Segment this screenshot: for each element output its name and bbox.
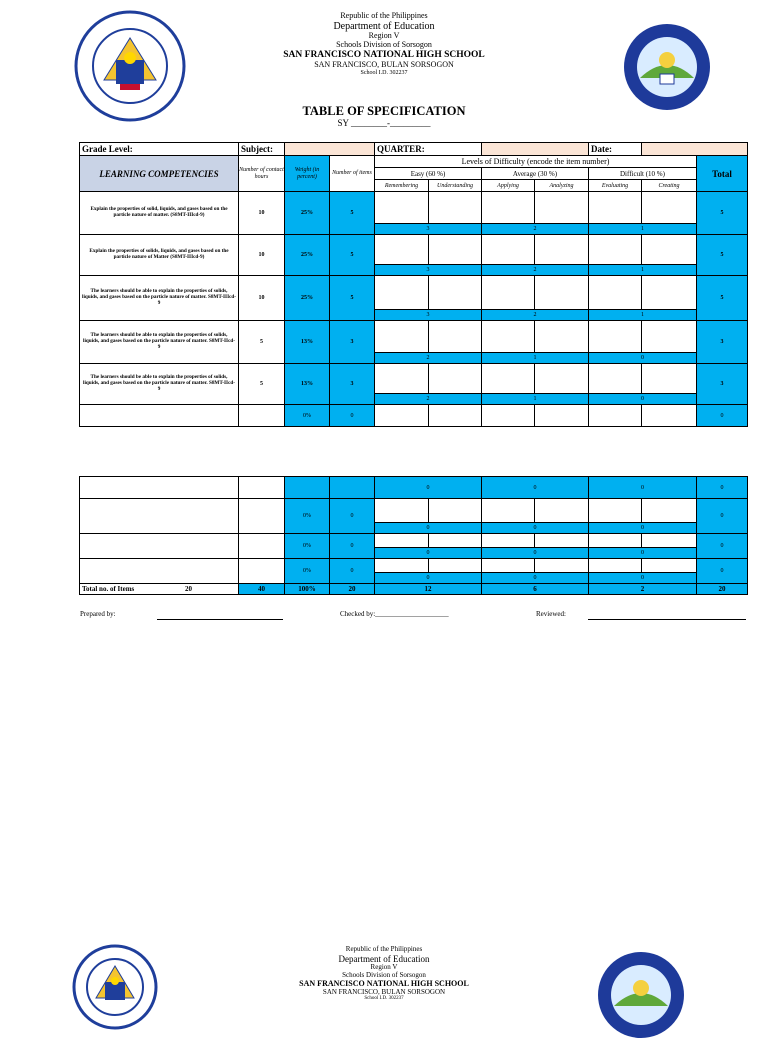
hours-cell: 5	[239, 321, 285, 364]
average-sum: 0	[482, 548, 589, 559]
difficult-sum: 0	[589, 548, 697, 559]
deped-seal-bottom	[72, 944, 158, 1030]
col-levels: Levels of Difficulty (encode the item number)	[375, 156, 697, 168]
footer-school-name: SAN FRANCISCO NATIONAL HIGH SCHOOL	[299, 978, 469, 988]
average-sum: 0	[482, 477, 589, 499]
item-cell[interactable]	[429, 499, 482, 523]
average-sum: 2	[482, 224, 589, 235]
col-applying: Applying	[482, 180, 535, 192]
competency-cell[interactable]	[80, 499, 239, 534]
total-cell: 5	[697, 276, 748, 321]
weight-cell: 0%	[285, 499, 330, 534]
quarter-field[interactable]	[482, 143, 589, 156]
tos-table-upper	[79, 142, 747, 427]
hours-cell[interactable]	[239, 405, 285, 427]
easy-sum: 0	[375, 573, 482, 584]
easy-sum: 2	[375, 394, 482, 405]
footer-region-text: Region V	[370, 962, 398, 971]
item-cell[interactable]	[482, 192, 535, 224]
reviewed-label: Reviewed:	[536, 610, 566, 618]
item-cell[interactable]	[642, 405, 697, 427]
item-cell[interactable]	[589, 405, 642, 427]
item-cell[interactable]	[589, 235, 642, 265]
easy-sum: 0	[375, 548, 482, 559]
easy-sum: 2	[375, 353, 482, 364]
weight-cell: 0%	[285, 559, 330, 584]
item-cell[interactable]	[482, 276, 535, 310]
item-cell[interactable]	[535, 192, 589, 224]
col-creating: Creating	[642, 180, 697, 192]
item-cell[interactable]	[482, 321, 535, 353]
item-cell[interactable]	[589, 321, 642, 353]
checked-by-label: Checked by:_____________________	[340, 610, 449, 618]
school-name: SAN FRANCISCO NATIONAL HIGH SCHOOL	[283, 50, 485, 61]
item-cell[interactable]	[375, 405, 429, 427]
average-sum: 1	[482, 394, 589, 405]
item-cell[interactable]	[429, 321, 482, 353]
totals-weight: 100%	[285, 584, 330, 595]
item-cell[interactable]	[535, 499, 589, 523]
totals-hours: 40	[239, 584, 285, 595]
col-easy: Easy (60 %)	[375, 168, 482, 180]
weight-cell: 0%	[285, 534, 330, 559]
grade-level-label: Grade Level:	[80, 143, 239, 156]
table-row	[80, 405, 748, 427]
col-weight: Weight (in percent)	[285, 156, 330, 192]
prepared-by-label: Prepared by:	[80, 610, 116, 618]
republic-text: Republic of the Philippines	[340, 11, 428, 20]
difficult-sum: 0	[589, 523, 697, 534]
totals-label: Total no. of Items	[82, 585, 135, 593]
easy-sum: 3	[375, 310, 482, 321]
weight-cell	[285, 477, 330, 499]
region-text: Region V	[368, 31, 400, 41]
totals-label-value: 20	[185, 585, 192, 593]
footer-school-id: School I.D. 302237	[364, 996, 404, 1002]
item-cell[interactable]	[429, 192, 482, 224]
subject-field[interactable]	[285, 143, 375, 156]
total-cell: 3	[697, 364, 748, 405]
difficult-sum: 0	[589, 573, 697, 584]
easy-sum: 3	[375, 265, 482, 276]
item-cell[interactable]	[535, 559, 589, 573]
average-sum: 2	[482, 310, 589, 321]
school-address: SAN FRANCISCO, BULAN SORSOGON	[314, 59, 454, 69]
sy-line: SY ________-_________	[337, 118, 431, 128]
col-understanding: Understanding	[429, 180, 482, 192]
totals-difficult: 2	[589, 584, 697, 595]
difficult-sum: 1	[589, 224, 697, 235]
hours-cell[interactable]	[239, 499, 285, 534]
items-cell: 5	[330, 276, 375, 321]
header-block	[230, 12, 538, 76]
item-cell[interactable]	[589, 276, 642, 310]
footer-republic-text: Republic of the Philippines	[345, 945, 423, 953]
school-seal-bottom	[596, 950, 686, 1040]
item-cell[interactable]	[535, 405, 589, 427]
easy-sum: 0	[375, 477, 482, 499]
difficult-sum: 0	[589, 394, 697, 405]
item-cell[interactable]	[589, 534, 642, 548]
totals-label-cell	[80, 584, 239, 595]
col-remembering: Remembering	[375, 180, 429, 192]
difficult-sum: 1	[589, 310, 697, 321]
difficult-sum: 0	[589, 477, 697, 499]
competency-cell: The learners should be able to explain the properties of solids, liquids, and gases based on the particle nature of matter. S8MT-IIcd-9	[80, 321, 239, 364]
hours-cell: 5	[239, 364, 285, 405]
date-label: Date:	[589, 143, 642, 156]
item-cell[interactable]	[375, 276, 429, 310]
item-cell[interactable]	[642, 534, 697, 548]
item-cell[interactable]	[375, 321, 429, 353]
item-cell[interactable]	[535, 321, 589, 353]
table-row	[80, 499, 748, 523]
school-id: School I.D. 302237	[360, 69, 408, 76]
average-sum: 0	[482, 523, 589, 534]
item-cell[interactable]	[482, 235, 535, 265]
item-cell[interactable]	[482, 559, 535, 573]
table-row	[80, 477, 748, 499]
item-cell[interactable]	[589, 364, 642, 394]
division-text: Schools Division of Sorsogon	[336, 40, 432, 50]
item-cell[interactable]	[429, 235, 482, 265]
item-cell[interactable]	[589, 499, 642, 523]
reviewed-line[interactable]	[588, 619, 746, 620]
page-title: TABLE OF SPECIFICATION	[302, 104, 466, 118]
item-cell[interactable]	[642, 192, 697, 224]
item-cell[interactable]	[429, 405, 482, 427]
hours-cell: 10	[239, 276, 285, 321]
item-cell[interactable]	[535, 235, 589, 265]
items-cell	[330, 477, 375, 499]
total-cell: 3	[697, 321, 748, 364]
totals-easy: 12	[375, 584, 482, 595]
col-evaluating: Evaluating	[589, 180, 642, 192]
items-cell: 0	[330, 559, 375, 584]
items-cell: 0	[330, 534, 375, 559]
item-cell[interactable]	[482, 534, 535, 548]
item-cell[interactable]	[642, 364, 697, 394]
col-average: Average (30 %)	[482, 168, 589, 180]
total-cell: 0	[697, 534, 748, 559]
col-num-items: Number of items	[330, 156, 375, 192]
item-cell[interactable]	[375, 364, 429, 394]
hours-cell[interactable]	[239, 534, 285, 559]
items-cell: 0	[330, 405, 375, 427]
table-row	[80, 559, 748, 573]
weight-cell: 0%	[285, 405, 330, 427]
table-row	[80, 192, 748, 224]
weight-cell: 25%	[285, 276, 330, 321]
prepared-by-line[interactable]	[157, 619, 283, 620]
items-cell: 3	[330, 321, 375, 364]
average-sum: 0	[482, 573, 589, 584]
subject-label: Subject:	[239, 143, 285, 156]
tos-table-lower	[79, 476, 747, 595]
item-cell[interactable]	[482, 364, 535, 394]
easy-sum: 3	[375, 224, 482, 235]
weight-cell: 13%	[285, 321, 330, 364]
item-cell[interactable]	[642, 276, 697, 310]
items-cell: 5	[330, 235, 375, 276]
hours-cell[interactable]	[239, 559, 285, 584]
competency-cell[interactable]	[80, 405, 239, 427]
weight-cell: 25%	[285, 192, 330, 235]
item-cell[interactable]	[375, 192, 429, 224]
total-cell: 5	[697, 192, 748, 235]
item-cell[interactable]	[535, 364, 589, 394]
competency-cell: Explain the properties of solids, liquids, and gases based on the particle nature of Matter (S8MT-IIIcd-9)	[80, 235, 239, 276]
item-cell[interactable]	[589, 559, 642, 573]
item-cell[interactable]	[429, 364, 482, 394]
item-cell[interactable]	[375, 534, 429, 548]
item-cell[interactable]	[429, 276, 482, 310]
total-cell: 5	[697, 235, 748, 276]
footer-header-block	[230, 946, 538, 1002]
weight-cell: 13%	[285, 364, 330, 405]
school-seal-top	[622, 22, 712, 112]
col-difficult: Difficult (10 %)	[589, 168, 697, 180]
totals-average: 6	[482, 584, 589, 595]
item-cell[interactable]	[429, 559, 482, 573]
competency-cell[interactable]	[80, 559, 239, 584]
footer-department-text: Department of Education	[338, 953, 430, 964]
footer-school-address: SAN FRANCISCO, BULAN SORSOGON	[322, 987, 446, 996]
item-cell[interactable]	[375, 499, 429, 523]
hours-cell: 10	[239, 235, 285, 276]
table-row	[80, 364, 748, 394]
totals-row	[80, 584, 748, 595]
competency-cell[interactable]	[80, 477, 239, 499]
col-learning-competencies: LEARNING COMPETENCIES	[80, 156, 239, 192]
item-cell[interactable]	[482, 405, 535, 427]
total-cell: 0	[697, 499, 748, 534]
table-row	[80, 321, 748, 353]
item-cell[interactable]	[375, 235, 429, 265]
competency-cell: Explain the properties of solid, liquids, and gases based on the particle nature of matter. (S8MT-IIIcd-9)	[80, 192, 239, 235]
footer-division-text: Schools Division of Sorsogon	[342, 970, 426, 979]
department-text: Department of Education	[333, 20, 435, 32]
deped-seal-top	[74, 10, 186, 122]
date-field[interactable]	[642, 143, 748, 156]
hours-cell: 10	[239, 192, 285, 235]
table-row	[80, 534, 748, 548]
difficult-sum: 0	[589, 353, 697, 364]
item-cell[interactable]	[642, 559, 697, 573]
table-row	[80, 276, 748, 310]
item-cell[interactable]	[429, 534, 482, 548]
competency-cell: The learners should be able to explain the properties of solids, liquids, and gases based on the particle nature of matter. S8MT-IIcd-9	[80, 364, 239, 405]
weight-cell: 25%	[285, 235, 330, 276]
quarter-label: QUARTER:	[375, 143, 482, 156]
table-row	[80, 235, 748, 265]
competency-cell: The learners should be able to explain the properties of solids, liquids, and gases based on the particle nature of matter. S8MT-IIIcd-9	[80, 276, 239, 321]
total-cell: 0	[697, 559, 748, 584]
item-cell[interactable]	[375, 559, 429, 573]
items-cell: 3	[330, 364, 375, 405]
item-cell[interactable]	[535, 276, 589, 310]
totals-total: 20	[697, 584, 748, 595]
average-sum: 2	[482, 265, 589, 276]
col-total: Total	[697, 156, 748, 192]
easy-sum: 0	[375, 523, 482, 534]
total-cell: 0	[697, 405, 748, 427]
competency-cell[interactable]	[80, 534, 239, 559]
item-cell[interactable]	[535, 534, 589, 548]
item-cell[interactable]	[642, 235, 697, 265]
total-cell: 0	[697, 477, 748, 499]
items-cell: 0	[330, 499, 375, 534]
col-contact-hours: Number of contact hours	[239, 156, 285, 192]
hours-cell[interactable]	[239, 477, 285, 499]
item-cell[interactable]	[589, 192, 642, 224]
difficult-sum: 1	[589, 265, 697, 276]
item-cell[interactable]	[642, 499, 697, 523]
col-analyzing: Analyzing	[535, 180, 589, 192]
item-cell[interactable]	[482, 499, 535, 523]
items-cell: 5	[330, 192, 375, 235]
totals-items: 20	[330, 584, 375, 595]
average-sum: 1	[482, 353, 589, 364]
item-cell[interactable]	[642, 321, 697, 353]
